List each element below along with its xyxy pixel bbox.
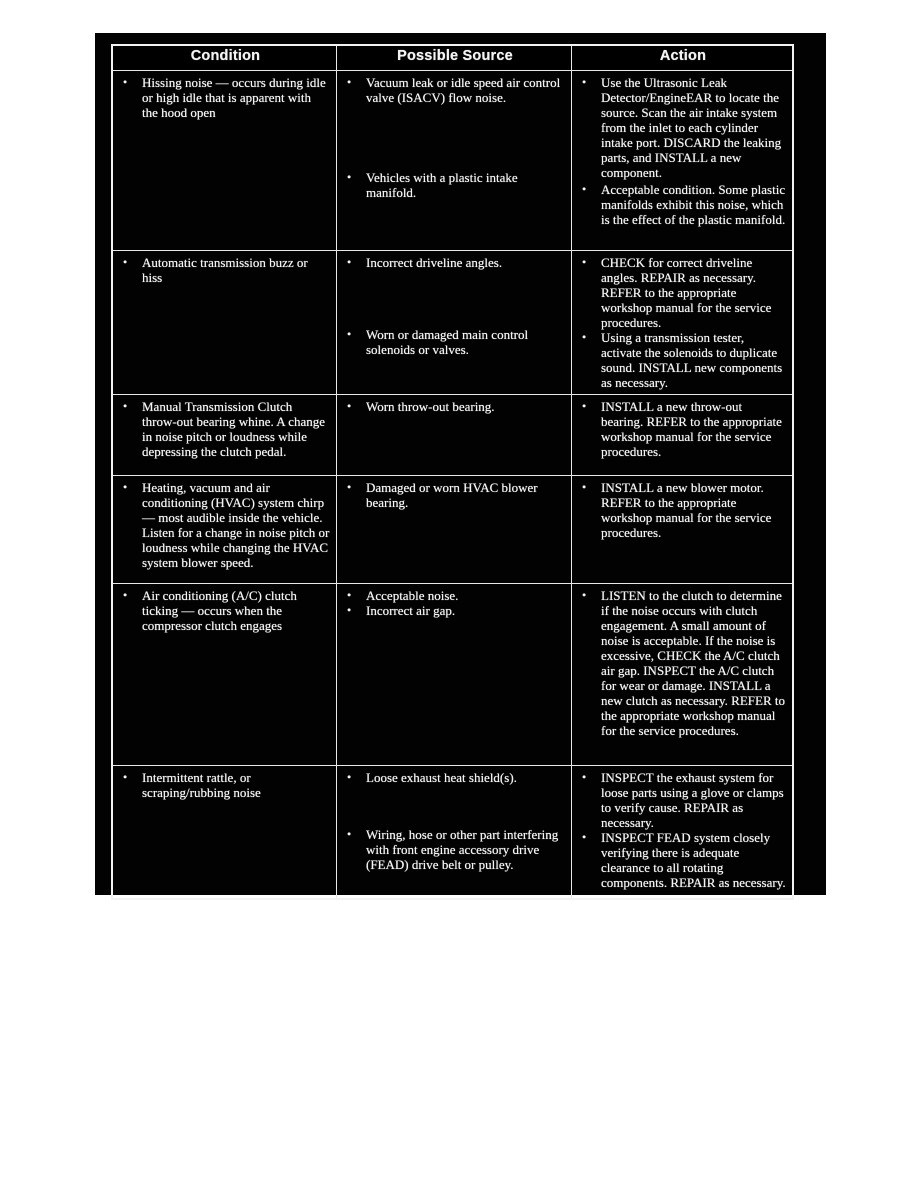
scanned-diagnostic-table-region xyxy=(95,33,826,895)
condition-cell xyxy=(113,766,336,898)
bullet-icon: • xyxy=(123,770,128,784)
action-text: INSPECT the exhaust system for loose parts using a glove or clamps to verify cause. REPAIR as necessary. xyxy=(601,770,784,830)
source-text: Wiring, hose or other part interfering with front engine accessory drive (FEAD) drive belt or pulley. xyxy=(366,827,559,872)
bullet-item xyxy=(121,75,330,120)
source-text: Vehicles with a plastic intake manifold. xyxy=(366,170,518,200)
action-text: INSTALL a new throw-out bearing. REFER to the appropriate workshop manual for the service procedures. xyxy=(601,399,782,459)
column-header-action: Action xyxy=(571,46,792,70)
bullet-item xyxy=(345,399,565,414)
source-text: Acceptable noise. xyxy=(366,588,459,603)
bullet-item xyxy=(345,255,565,270)
bullet-item xyxy=(345,327,565,357)
bullet-item xyxy=(580,75,786,180)
bullet-item xyxy=(121,255,330,285)
bullet-icon: • xyxy=(123,588,128,602)
source-text: Worn or damaged main control solenoids or valves. xyxy=(366,327,529,357)
bullet-item xyxy=(121,588,330,633)
table-header-row xyxy=(113,46,792,70)
bullet-icon: • xyxy=(347,770,352,784)
action-cell xyxy=(571,476,792,583)
source-text: Damaged or worn HVAC blower bearing. xyxy=(366,480,538,510)
bullet-item xyxy=(345,603,565,618)
table-row xyxy=(113,250,792,394)
action-text: LISTEN to the clutch to determine if the noise occurs with clutch engagement. A small amount of noise is acceptable. If the noise is excessive, CHECK the A/C clutch air gap. INSPECT the A/C clutch for wear or damage. INSTALL a new clutch as necessary. REFER to the appropriate workshop manual for the service procedures. xyxy=(601,588,785,738)
condition-text: Intermittent rattle, or scraping/rubbing noise xyxy=(142,770,261,800)
bullet-icon: • xyxy=(347,480,352,494)
bullet-icon: • xyxy=(347,399,352,413)
source-text: Vacuum leak or idle speed air control valve (ISACV) flow noise. xyxy=(366,75,561,105)
source-text: Incorrect driveline angles. xyxy=(366,255,503,270)
action-text: Using a transmission tester, activate the solenoids to duplicate sound. INSTALL new components as necessary. xyxy=(601,330,783,390)
action-cell xyxy=(571,584,792,765)
bullet-icon: • xyxy=(347,255,352,269)
bullet-icon: • xyxy=(123,399,128,413)
bullet-item xyxy=(580,330,786,390)
column-header-condition: Condition xyxy=(190,48,261,64)
bullet-icon: • xyxy=(582,588,587,602)
condition-text: Heating, vacuum and air conditioning (HVAC) system chirp — most audible inside the vehicle. Listen for a change in noise pitch or loudness while changing the HVAC system blower speed. xyxy=(142,480,330,570)
bullet-icon: • xyxy=(347,603,352,617)
bullet-icon: • xyxy=(582,255,587,269)
table-row xyxy=(113,70,792,250)
bullet-item xyxy=(580,480,786,540)
bullet-item xyxy=(121,770,330,800)
possible-source-cell xyxy=(336,395,571,475)
bullet-item xyxy=(121,480,330,570)
bullet-item xyxy=(345,480,565,510)
bullet-item xyxy=(345,75,565,105)
bullet-icon: • xyxy=(347,75,352,89)
action-cell xyxy=(571,71,792,250)
action-text: Use the Ultrasonic Leak Detector/EngineEAR to locate the source. Scan the air intake system from the inlet to each cylinder intake port. DISCARD the leaking parts, and INSTALL a new component. xyxy=(601,75,782,180)
bullet-icon: • xyxy=(123,480,128,494)
bullet-item xyxy=(580,399,786,459)
condition-cell xyxy=(113,251,336,394)
action-cell xyxy=(571,251,792,394)
possible-source-cell xyxy=(336,251,571,394)
condition-text: Air conditioning (A/C) clutch ticking — occurs when the compressor clutch engages xyxy=(142,588,297,633)
possible-source-cell xyxy=(336,766,571,898)
bullet-icon: • xyxy=(123,255,128,269)
table-row xyxy=(113,765,792,898)
bullet-icon: • xyxy=(582,182,587,196)
condition-cell xyxy=(113,476,336,583)
bullet-icon: • xyxy=(347,588,352,602)
bullet-icon: • xyxy=(582,770,587,784)
action-text: CHECK for correct driveline angles. REPAIR as necessary. REFER to the appropriate workshop manual for the service procedures. xyxy=(601,255,772,330)
bullet-item xyxy=(345,588,565,603)
action-text: INSPECT FEAD system closely verifying there is adequate clearance to all rotating components. REPAIR as necessary. xyxy=(601,830,786,890)
bullet-item xyxy=(121,399,330,459)
bullet-icon: • xyxy=(582,75,587,89)
bullet-icon: • xyxy=(582,830,587,844)
noise-diagnosis-table xyxy=(111,44,794,900)
bullet-icon: • xyxy=(582,399,587,413)
bullet-item xyxy=(580,182,786,227)
condition-cell xyxy=(113,584,336,765)
source-text: Incorrect air gap. xyxy=(366,603,456,618)
bullet-item xyxy=(345,770,565,785)
action-text: Acceptable condition. Some plastic manifolds exhibit this noise, which is the effect of the plastic manifold. xyxy=(601,182,786,227)
possible-source-cell xyxy=(336,71,571,250)
bullet-item xyxy=(580,830,786,890)
source-text: Loose exhaust heat shield(s). xyxy=(366,770,517,785)
possible-source-cell xyxy=(336,584,571,765)
bullet-item xyxy=(580,588,786,738)
bullet-icon: • xyxy=(347,170,352,184)
bullet-icon: • xyxy=(347,327,352,341)
condition-cell xyxy=(113,395,336,475)
possible-source-cell xyxy=(336,476,571,583)
source-text: Worn throw-out bearing. xyxy=(366,399,495,414)
bullet-item xyxy=(580,255,786,330)
table-row xyxy=(113,394,792,475)
bullet-item xyxy=(580,770,786,830)
bullet-icon: • xyxy=(582,330,587,344)
table-row xyxy=(113,475,792,583)
action-cell xyxy=(571,766,792,898)
table-row xyxy=(113,583,792,765)
bullet-item xyxy=(345,170,565,200)
condition-text: Hissing noise — occurs during idle or high idle that is apparent with the hood open xyxy=(142,75,326,120)
condition-text: Automatic transmission buzz or hiss xyxy=(142,255,308,285)
bullet-icon: • xyxy=(582,480,587,494)
column-header-possible-source: Possible Source xyxy=(336,46,571,70)
action-cell xyxy=(571,395,792,475)
action-text: INSTALL a new blower motor. REFER to the appropriate workshop manual for the service procedures. xyxy=(601,480,772,540)
bullet-icon: • xyxy=(123,75,128,89)
condition-text: Manual Transmission Clutch throw-out bearing whine. A change in noise pitch or loudness while depressing the clutch pedal. xyxy=(142,399,326,459)
condition-cell xyxy=(113,71,336,250)
bullet-icon: • xyxy=(347,827,352,841)
bullet-item xyxy=(345,827,565,872)
